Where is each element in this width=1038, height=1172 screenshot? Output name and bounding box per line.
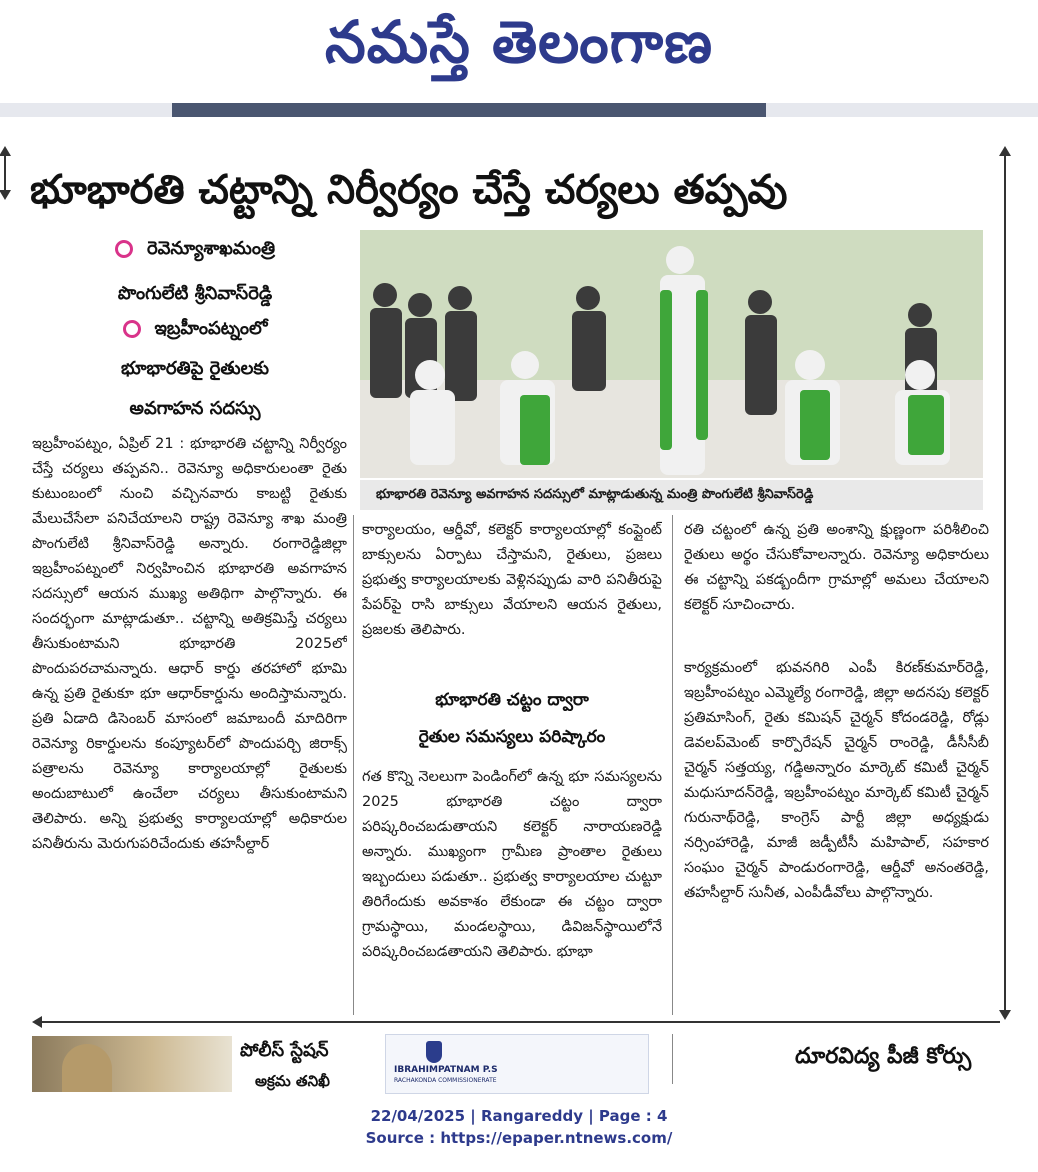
article-column-3b [684, 656, 989, 1016]
column-2-subhead-line-2: రైతుల సమస్యలు పరిష్కారం [418, 727, 606, 747]
police-sign-subtext: RACHAKONDA COMMISSIONERATE [394, 1077, 497, 1084]
subhead-2 [40, 283, 350, 308]
column-3-text-b: కార్యక్రమంలో భువనగిరి ఎంపీ కిరణ్‌కుమార్‌రెడ్డి, ఇబ్రహీంపట్నం ఎమ్మెల్యే రంగారెడ్డి, జిల్లా అదనపు కలెక్టర్ ప్రతిమాసింగ్, రైతు కమిషన్ చైర్మన్ కోదండరెడ్డి, రోడ్లు డెవలప్‌మెంట్ కార్పొరేషన్ చైర్మన్ రాంరెడ్డి, డీసీసీబీ చైర్మన్ సత్తయ్య, గడ్డిఅన్నారం మార్కెట్ కమిటీ చైర్మన్ మధుసూదన్‌రెడ్డి, ఇబ్రహీంపట్నం మార్కెట్ కమిటీ చైర్మన్ గురునాథ్‌రెడ్డి, కాంగ్రెస్ పార్టీ జిల్లా అధ్యక్షుడు నర్సింహారెడ్డి, మాజీ జడ్పీటీసీ మహిపాల్, సహకార సంఘం చైర్మన్ పాండురంగారెడ్డి, ఆర్డీవో అనంతరెడ్డి, తహసీల్దార్ సునీత, ఎంపీడీవోలు పాల్గొన్నారు. [684, 660, 989, 901]
event-photo-illustration [360, 230, 983, 478]
column-3-text-a: రతి చట్టంలో ఉన్న ప్రతి అంశాన్ని క్షుణ్ణంగా పరిశీలించి రైతులు అర్థం చేసుకోవాలన్నారు. రెవెన్యూ అధికారులు ఈ చట్టాన్ని పకడ్బందీగా గ్రామాల్లో అమలు చేయాలని కలెక్టర్ సూచించారు. [684, 522, 989, 613]
masthead-band-accent [172, 103, 766, 117]
column-divider [353, 515, 354, 1015]
adjacent-headline-right: దూరవిద్య పీజీ కోర్సు [795, 1044, 972, 1069]
column-divider [672, 515, 673, 1015]
footer-date-page: 22/04/2025 | Rangareddy | Page : 4 [370, 1107, 668, 1125]
adjacent-subline-left: అక్రమ తనిఖీ [255, 1072, 330, 1090]
subhead-4 [40, 358, 350, 383]
subhead-5 [40, 398, 350, 423]
photo-caption: భూభారతి రెవెన్యూ అవగాహన సదస్సులో మాట్లాడుతున్న మంత్రి పొంగులేటి శ్రీనివాస్‌రెడ్డి [360, 480, 983, 510]
footer-source: Source : https://epaper.ntnews.com/ [365, 1129, 673, 1147]
subhead-text: భూభారతిపై రైతులకు [121, 358, 269, 379]
clip-footer [0, 1105, 1038, 1149]
column-2-subhead-line-1: భూభారతి చట్టం ద్వారా [435, 690, 589, 710]
police-sign-text: IBRAHIMPATNAM P.S [394, 1065, 498, 1075]
subhead-text: రెవెన్యూశాఖమంత్రి [146, 238, 276, 259]
adjacent-articles-strip [0, 1030, 1038, 1092]
police-station-sign [385, 1034, 649, 1094]
column-2-text-b: గత కొన్ని నెలలుగా పెండింగ్‌లో ఉన్న భూ సమస్యలను 2025 భూభారతి చట్టం ద్వారా పరిష్కరించబడుతాయని కలెక్టర్ నారాయణరెడ్డి అన్నారు. ముఖ్యంగా గ్రామీణ ప్రాంతాల రైతులు ఇబ్బందులు పడుతూ.. ప్రభుత్వ కార్యాలయాల చుట్టూ తిరిగేందుకు అవకాశం లేకుండా ఈ చట్టం ద్వారా గ్రామస్థాయి, మండలస్థాయి, డివిజన్‌స్థాయిలోనే పరిష్కరించబడతాయని తెలిపారు. భూభా [362, 769, 662, 960]
crop-arrow-right [1004, 148, 1006, 1018]
subhead-text: పొంగులేటి శ్రీనివాస్‌రెడ్డి [117, 283, 273, 304]
subhead-text: అవగాహన సదస్సు [129, 398, 261, 419]
column-1-text: ఇబ్రహీంపట్నం, ఏప్రిల్ 21 : భూభారతి చట్టాన్ని నిర్వీర్యం చేస్తే చర్యలు తప్పవని.. రెవెన్యూ అధికారులంతా రైతు కుటుంబంలో నుంచి వచ్చినవారు కాబట్టి రైతుకు మేలుచేసేలా పనిచేయాలని రాష్ట్ర రెవెన్యూ శాఖ మంత్రి పొంగులేటి శ్రీనివాస్‌రెడ్డి అన్నారు. రంగారెడ్డిజిల్లా ఇబ్రహీంపట్నంలో నిర్వహించిన భూభారతి అవగాహన సదస్సులో ఆయన ముఖ్య అతిథిగా పాల్గొన్నారు. ఈ సందర్భంగా మాట్లాడుతూ.. చట్టాన్ని అతిక్రమిస్తే చర్యలు తీసుకుంటామని భూభారతి 2025లో పొందుపరచామన్నారు. ఆధార్ కార్డు తరహాలో భూమి ఉన్న ప్రతి రైతుకూ భూ ఆధార్‌కార్డును అందిస్తామన్నారు. ప్రతి ఏడాది డిసెంబర్ మాసంలో జమాబందీ మాదిరిగా రెవెన్యూ రికార్డులను కంప్యూటర్‌లో పొందుపర్చి జిరాక్స్ పత్రాలను రెవెన్యూ కార్యాలయాల్లో రైతులకు అందుబాటులో ఉంచేలా చర్యలు తీసుకుంటామని తెలిపారు. అన్ని ప్రభుత్వ కార్యాలయాల్లో అధికారుల పనితీరును మెరుగుపరిచేందుకు తహసీల్దార్ [32, 436, 347, 852]
subhead-text: ఇబ్రహీంపట్నంలో [154, 318, 268, 339]
police-emblem-icon [426, 1041, 442, 1063]
subhead-1 [40, 238, 350, 263]
subhead-3 [40, 318, 350, 343]
article-column-2 [362, 518, 662, 678]
crop-arrow-bottom [34, 1021, 1000, 1023]
bullet-icon [123, 320, 141, 338]
article-column-1 [32, 432, 347, 1014]
article-column-2b [362, 765, 662, 1015]
article-photo [360, 230, 983, 478]
adjacent-photo-police [32, 1036, 232, 1092]
adjacent-headline-left: పోలీస్ స్టేషన్ [240, 1040, 329, 1061]
newspaper-logo: నమస్తే తెలంగాణ [325, 8, 713, 76]
masthead [0, 0, 1038, 100]
column-2-text-a: కార్యాలయం, ఆర్డీవో, కలెక్టర్ కార్యాలయాల్లో కంప్లైంట్ బాక్సులను ఏర్పాటు చేస్తామని, రైతులు, ప్రజలు ప్రభుత్వ కార్యాలయాలకు వెళ్లినప్పుడు వారి పనితీరుపై పేపర్‌పై రాసి బాక్సులు వేయాలని ఆయన రైతులు, ప్రజలకు తెలిపారు. [362, 522, 662, 638]
bullet-icon [115, 240, 133, 258]
column-divider [672, 1034, 673, 1084]
officer-figure [62, 1044, 112, 1092]
crop-arrow-left [4, 148, 6, 198]
article-headline: భూభారతి చట్టాన్ని నిర్వీర్యం చేస్తే చర్యలు తప్పవు [30, 167, 788, 213]
article-column-3 [684, 518, 989, 646]
